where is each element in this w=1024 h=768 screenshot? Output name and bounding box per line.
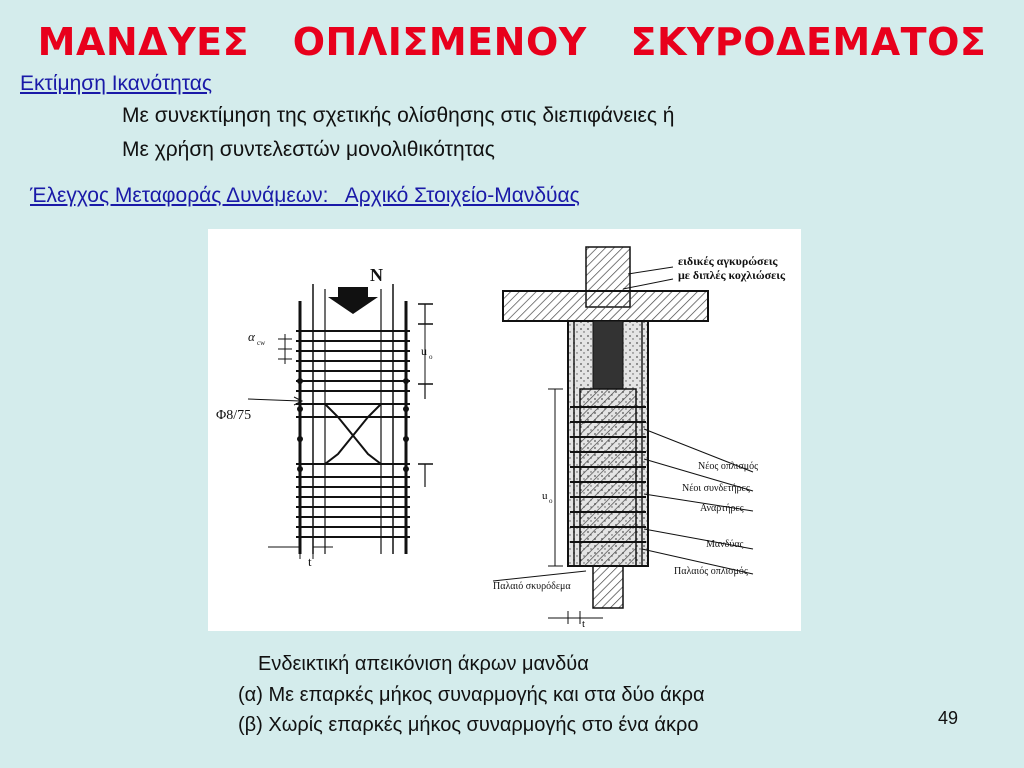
label-jacket: Μανδύας [706,539,744,550]
label-spacing-sub: cw [257,339,266,347]
label-thickness: t [308,554,312,569]
page-number: 49 [938,708,959,728]
jacket-drawings [208,229,801,631]
label-length: u [421,344,427,358]
label-anchor-2: με διπλές κοχλιώσεις [678,268,786,282]
label-new-ties: Νέοι συνδετήρες [682,483,750,494]
check-heading: Έλεγχος Μεταφοράς Δυνάμεων: Αρχικό Στοιχείο-Μανδύας [30,184,580,207]
bullet-line-2: Με χρήση συντελεστών μονολιθικότητας [122,138,495,161]
label-bar: Φ8/75 [216,408,252,423]
label-anchor-1: ειδικές αγκυρώσεις [678,254,778,268]
caption-line-1: Ενδεικτική απεικόνιση άκρων μανδύα [258,653,589,675]
label-old-reinforcement: Παλαιός οπλισμός [674,566,748,577]
label-length-sub: o [429,353,433,361]
label-force: N [370,265,383,285]
label-new-reinforcement: Νέος οπλισμός [698,461,759,472]
bullet-line-1: Με συνεκτίμηση της σχετικής ολίσθησης στις διεπιφάνειες ή [122,104,675,127]
slide-title: ΜΑΝΔΥΕΣ ΟΠΛΙΣΜΕΝΟΥ ΣΚΥΡΟΔΕΜΑΤΟΣ [37,20,987,64]
label-spacing: α [248,329,255,344]
jacket-figure [208,229,801,631]
caption-line-2: (α) Με επαρκές μήκος συναρμογής και στα δύο άκρα [238,684,705,706]
label-hangers: Αναρτήρες [700,503,744,514]
label-length-b-sub: o [549,497,553,505]
label-thickness-b: t [582,618,586,630]
label-old-concrete: Παλαιό σκυρόδεμα [493,581,571,592]
section-subtitle: Εκτίμηση Ικανότητας [20,72,213,95]
label-length-b: u [542,490,548,502]
caption-line-3: (β) Χωρίς επαρκές μήκος συναρμογής στο ένα άκρο [238,714,699,736]
drawing-a [248,284,433,559]
